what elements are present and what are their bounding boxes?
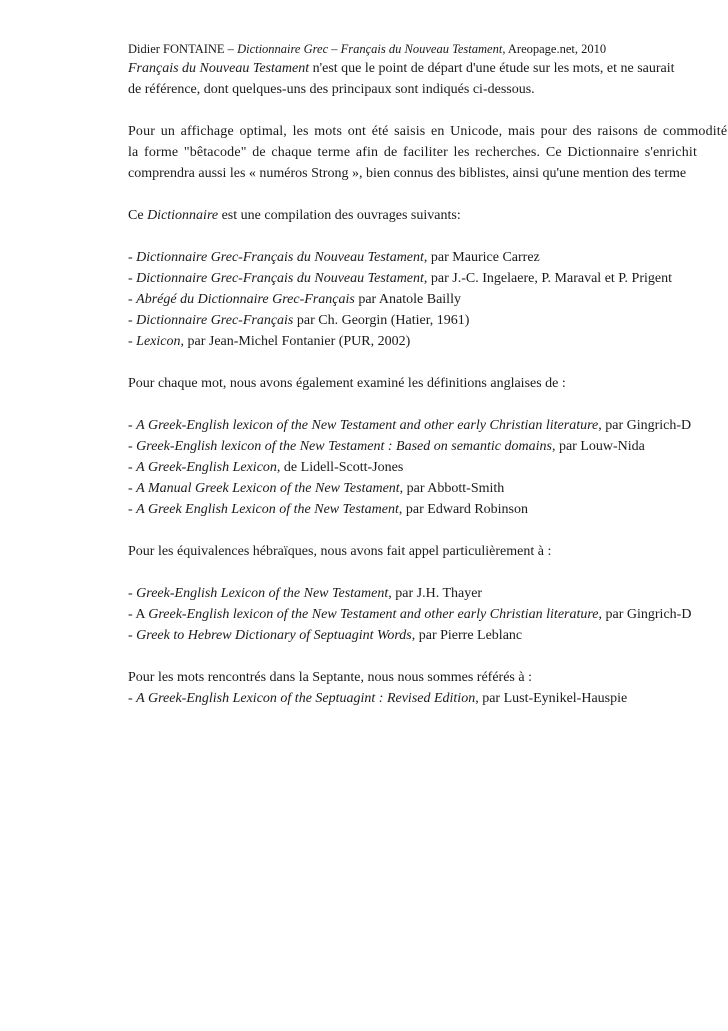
list-item-author: , par Lust-Eynikel-Hauspie [475, 691, 628, 706]
list-item [128, 478, 728, 499]
document-body [128, 40, 728, 709]
compilation-intro-post: est une compilation des ouvrages suivants: [218, 208, 461, 223]
list-item-dash: - [128, 502, 137, 517]
list-item-author: , par Louw-Nida [551, 439, 645, 454]
septante-intro: Pour les mots rencontrés dans la Septante, nous nous sommes référés à : [128, 670, 532, 685]
list-item [128, 310, 728, 331]
list-item-dash: - [128, 460, 137, 475]
list-item [128, 457, 728, 478]
list-item-dash: - [128, 691, 137, 706]
list-item-title: Dictionnaire Grec-Français du Nouveau Testament [136, 250, 424, 265]
list-item [128, 247, 728, 268]
list-item-title: Greek-English Lexicon of the New Testament [136, 586, 389, 601]
list-item-author: , de Lidell-Scott-Jones [276, 460, 404, 475]
running-header [128, 40, 728, 58]
list-item-dash: - [128, 334, 137, 349]
unicode-line-1: Pour un affichage optimal, les mots ont été saisis en Unicode, mais pour des raisons de commodité [128, 124, 728, 139]
hebrew-intro: Pour les équivalences hébraïques, nous avons fait appel particulièrement à : [128, 544, 552, 559]
list-item-title: Abrégé du Dictionnaire Grec-Français [136, 292, 355, 307]
list-item-author: par Anatole Bailly [354, 292, 461, 307]
list-item-author: , par Abbott-Smith [399, 481, 505, 496]
intro-line-1-text: n'est que le point de départ d'une étude sur les mots, et ne saurait [309, 61, 675, 76]
list-item-dash: - [128, 439, 137, 454]
list-item [128, 436, 728, 457]
list-item [128, 688, 728, 709]
list-item-author: , par Pierre Leblanc [411, 628, 523, 643]
list-item [128, 499, 728, 520]
list-item [128, 331, 728, 352]
list-item-dash: - [128, 418, 137, 433]
paragraph-gap [128, 100, 728, 121]
paragraph-gap [128, 352, 728, 373]
header-title: Dictionnaire Grec – Français du Nouveau Testament [237, 42, 503, 56]
list-item-title: Greek-English lexicon of the New Testament : Based on semantic domains [136, 439, 552, 454]
list-item-author: , par Jean-Michel Fontanier (PUR, 2002) [180, 334, 411, 349]
list-item-author: , par J.H. Thayer [388, 586, 483, 601]
english-intro: Pour chaque mot, nous avons également examiné les définitions anglaises de : [128, 376, 566, 391]
list-item-title: A Greek-English Lexicon [136, 460, 277, 475]
list-item-author: par Ch. Georgin (Hatier, 1961) [293, 313, 470, 328]
list-item [128, 268, 728, 289]
paragraph-gap [128, 226, 728, 247]
list-item-title: Greek to Hebrew Dictionary of Septuagint Words [136, 628, 412, 643]
list-item-title: A Manual Greek Lexicon of the New Testament [136, 481, 400, 496]
list-item-title: A Greek-English Lexicon of the Septuagint : Revised Edition [136, 691, 476, 706]
compilation-intro-italic: Dictionnaire [147, 208, 219, 223]
list-item-author: , par Gingrich-D [598, 418, 692, 433]
list-item [128, 604, 728, 625]
list-item-title: Lexicon [136, 334, 181, 349]
list-item-dash: - [128, 481, 137, 496]
header-author: Didier FONTAINE – [128, 42, 238, 56]
list-item [128, 289, 728, 310]
list-item [128, 415, 728, 436]
list-item-author: , par Gingrich-D [598, 607, 692, 622]
list-item-dash: - [128, 313, 137, 328]
list-item-dash: - [128, 628, 137, 643]
list-item-title: A Greek-English lexicon of the New Testament and other early Christian literature [136, 418, 599, 433]
unicode-line-3: comprendra aussi les « numéros Strong », bien connus des biblistes, ainsi qu'une mention des terme [128, 166, 687, 181]
list-item-author: , par Edward Robinson [398, 502, 528, 517]
list-item-dash: - [128, 250, 137, 265]
list-item-dash: - [128, 271, 137, 286]
compilation-intro-pre: Ce [128, 208, 148, 223]
list-item-dash: - A [128, 607, 149, 622]
unicode-line-2: la forme "bêtacode" de chaque terme afin de faciliter les recherches. Ce Dictionnaire s'enrichit [128, 145, 697, 160]
intro-line-2: de référence, dont quelques-uns des principaux sont indiqués ci-dessous. [128, 82, 535, 97]
list-item-title: Dictionnaire Grec-Français [136, 313, 294, 328]
intro-title-italic: Français du Nouveau Testament [128, 61, 310, 76]
paragraph-gap [128, 184, 728, 205]
intro-line-1 [128, 58, 728, 79]
list-item-author: , par Maurice Carrez [423, 250, 540, 265]
list-item-title: A Greek English Lexicon of the New Testament [136, 502, 399, 517]
paragraph-gap [128, 646, 728, 667]
list-item [128, 583, 728, 604]
list-item [128, 625, 728, 646]
paragraph-gap [128, 394, 728, 415]
list-item-author: , par J.-C. Ingelaere, P. Maraval et P. Prigent [423, 271, 672, 286]
list-item-dash: - [128, 586, 137, 601]
paragraph-gap [128, 562, 728, 583]
list-item-title: Greek-English lexicon of the New Testament and other early Christian literature [148, 607, 599, 622]
list-item-dash: - [128, 292, 137, 307]
header-publisher: , Areopage.net, 2010 [502, 42, 607, 56]
list-item-title: Dictionnaire Grec-Français du Nouveau Testament [136, 271, 424, 286]
compilation-intro [128, 205, 728, 226]
paragraph-gap [128, 520, 728, 541]
